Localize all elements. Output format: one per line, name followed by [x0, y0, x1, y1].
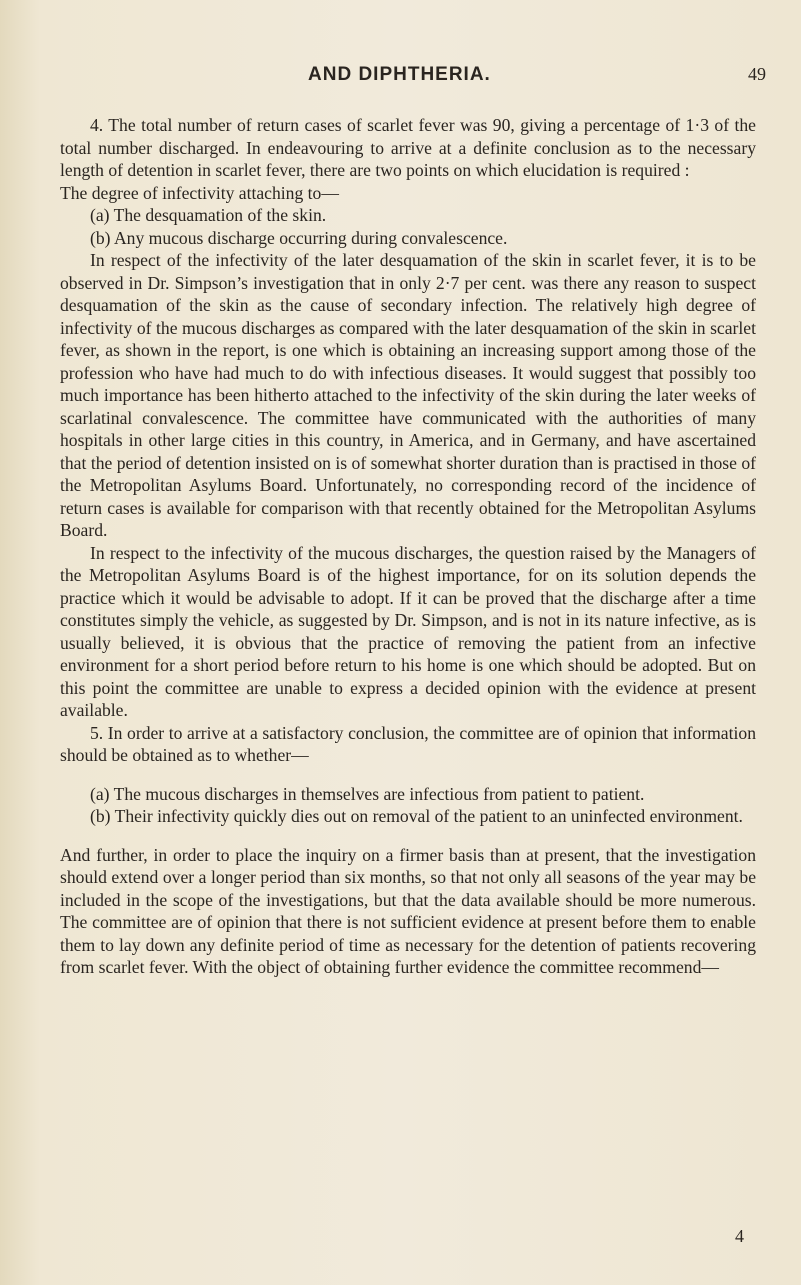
list-item-infectious-patient: (a) The mucous discharges in themselves are infectious from patient to patient. [90, 783, 645, 804]
paragraph-desquamation: In respect of the infectivity of the later desquamation of the skin in scarlet fever, it is to be observed in Dr. Simpson’s investigation that in only 2·7 per cent. was there any reason to suspect desquamation of the skin as the cause of secondary infection. The relatively high degree of infectivity of the mucous discharges as compared with the later desquamation of the skin in scarlet fever, as shown in the report, is one which is obtaining an increasing support among those of the profession who have had much to do with infectious diseases. It would suggest that possibly too much importance has been hitherto attached to the infectivity of the skin during the later weeks of scarlatinal convalescence. The committee have communicated with the authorities of many hospitals in other large cities in this country, in America, and in Germany, and have ascertained that the period of detention insisted on is of somewhat shorter duration than is practised in those of the Metropolitan Asylums Board. Unfortunately, no corresponding record of the incidence of return cases is available for comparison with that recently obtained for the Metropolitan Asylums Board. [60, 250, 756, 540]
running-head [0, 64, 801, 88]
spacer [60, 767, 756, 783]
list-item-mucous-discharge: (b) Any mucous discharge occurring during convalescence. [90, 227, 508, 248]
list-item-desquamation: (a) The desquamation of the skin. [90, 205, 327, 225]
page-number: 49 [748, 64, 766, 84]
catchword: 4 [735, 1226, 744, 1246]
running-title: AND DIPHTHERIA. [308, 64, 491, 85]
list-item-infectivity-dies-out: (b) Their infectivity quickly dies out on removal of the patient to an uninfected environment. [90, 806, 743, 826]
body-text [60, 114, 756, 979]
spacer [60, 828, 756, 844]
paragraph-infectivity-lead: The degree of infectivity attaching to— [60, 182, 339, 203]
paragraph-satisfactory-conclusion: 5. In order to arrive at a satisfactory conclusion, the committee are of opinion that information should be obtained as to whether— [60, 722, 756, 765]
paragraph-further-inquiry: And further, in order to place the inquiry on a firmer basis than at present, that the investigation should extend over a longer period than six months, so that not only all seasons of the year may be included in the scope of the investigations, but that the data available should be more numerous. The committee are of opinion that there is not sufficient evidence at present before them to enable them to lay down any definite period of time as necessary for the detention of patients recovering from scarlet fever. With the object of obtaining further evidence the committee recommend— [60, 844, 756, 977]
paragraph-mucous-discharges: In respect to the infectivity of the mucous discharges, the question raised by the Managers of the Metropolitan Asylums Board is of the highest importance, for on its solution depends the practice which it would be advisable to adopt. If it can be proved that the discharge after a time constitutes simply the vehicle, as suggested by Dr. Simpson, and is not in its nature infective, as is usually believed, it is obvious that the practice of removing the patient from an infective environment for a short period before return to his home is one which should be adopted. But on this point the committee are unable to express a decided opinion with the evidence at present available. [60, 542, 756, 720]
paragraph-return-cases: 4. The total number of return cases of scarlet fever was 90, giving a percentage of 1·3 of the total number discharged. In endeavouring to arrive at a definite conclusion as to the necessary length of detention in scarlet fever, there are two points on which elucidation is required : [60, 115, 756, 180]
